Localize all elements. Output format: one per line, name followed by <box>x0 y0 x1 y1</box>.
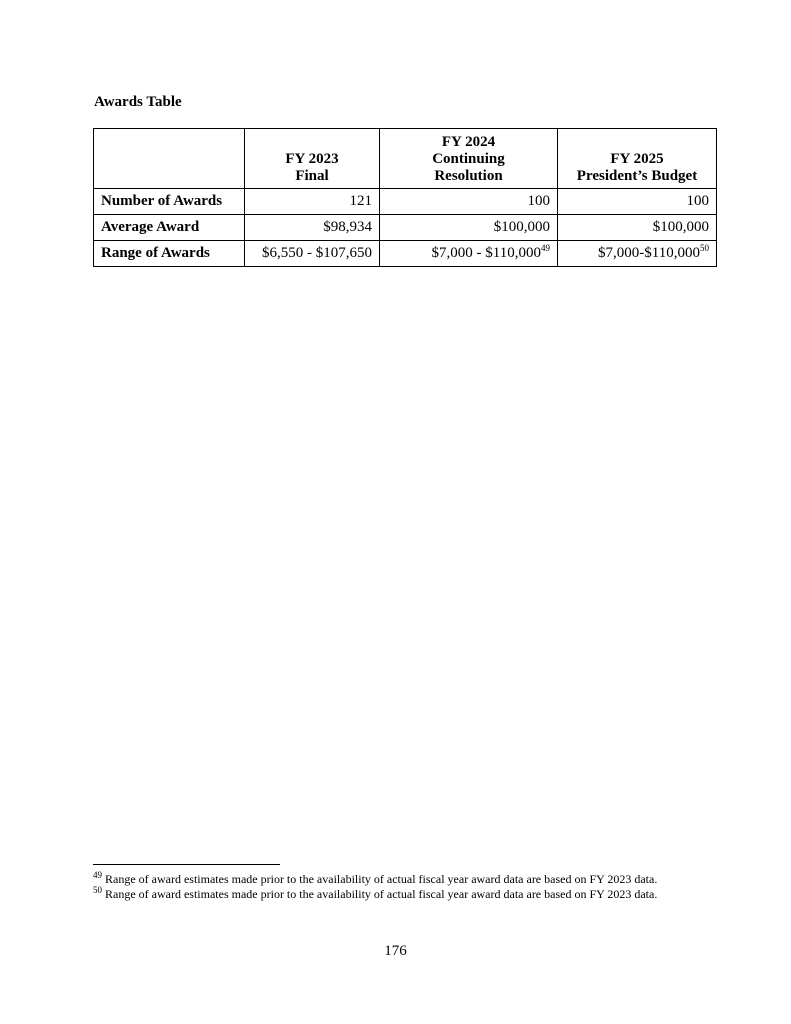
awards-table <box>93 128 717 267</box>
page-number: 176 <box>384 943 407 959</box>
cell-fy2025-range-value: $7,000-$110,000 <box>598 245 700 261</box>
header-fy2025 <box>558 129 717 189</box>
cell-fy2024-range <box>380 241 558 267</box>
header-fy2024-line2: Continuing <box>432 151 505 167</box>
cell-fy2023-range: $6,550 - $107,650 <box>245 241 380 267</box>
header-fy2025-line1: FY 2025 <box>610 151 664 167</box>
cell-fy2025-number: 100 <box>558 189 717 215</box>
header-fy2025-line2: President’s Budget <box>576 168 698 184</box>
footnote-ref-49[interactable]: 49 <box>541 243 550 253</box>
footnote-item <box>93 872 699 887</box>
cell-fy2024-number: 100 <box>380 189 558 215</box>
row-label-number-of-awards: Number of Awards <box>94 189 245 215</box>
section-heading: Awards Table <box>94 94 182 110</box>
table-row <box>94 189 717 215</box>
footnote-text: Range of award estimates made prior to the availability of actual fiscal year award data are based on FY 2023 data. <box>102 872 658 886</box>
header-fy2023-line1: FY 2023 <box>285 151 339 167</box>
cell-fy2023-average: $98,934 <box>245 215 380 241</box>
header-fy2023-line2: Final <box>295 168 329 184</box>
footnote-item <box>93 887 699 902</box>
cell-fy2025-average: $100,000 <box>558 215 717 241</box>
table-header-row <box>94 129 717 189</box>
cell-fy2025-range <box>558 241 717 267</box>
header-fy2024-line3: Resolution <box>434 168 503 184</box>
footnote-ref-50[interactable]: 50 <box>700 243 709 253</box>
header-fy2024 <box>380 129 558 189</box>
footnote-number: 49 <box>93 870 102 880</box>
footnote-text: Range of award estimates made prior to the availability of actual fiscal year award data are based on FY 2023 data. <box>102 887 658 901</box>
cell-fy2024-average: $100,000 <box>380 215 558 241</box>
header-empty-cell <box>94 129 245 189</box>
row-label-average-award: Average Award <box>94 215 245 241</box>
table-row <box>94 215 717 241</box>
cell-fy2023-number: 121 <box>245 189 380 215</box>
header-fy2024-line1: FY 2024 <box>441 134 496 150</box>
cell-fy2024-range-value: $7,000 - $110,000 <box>431 245 541 261</box>
footnote-number: 50 <box>93 885 102 895</box>
header-fy2023 <box>245 129 380 189</box>
footnotes <box>93 872 699 902</box>
row-label-range-of-awards: Range of Awards <box>94 241 245 267</box>
table-row <box>94 241 717 267</box>
footnote-separator <box>93 864 280 865</box>
